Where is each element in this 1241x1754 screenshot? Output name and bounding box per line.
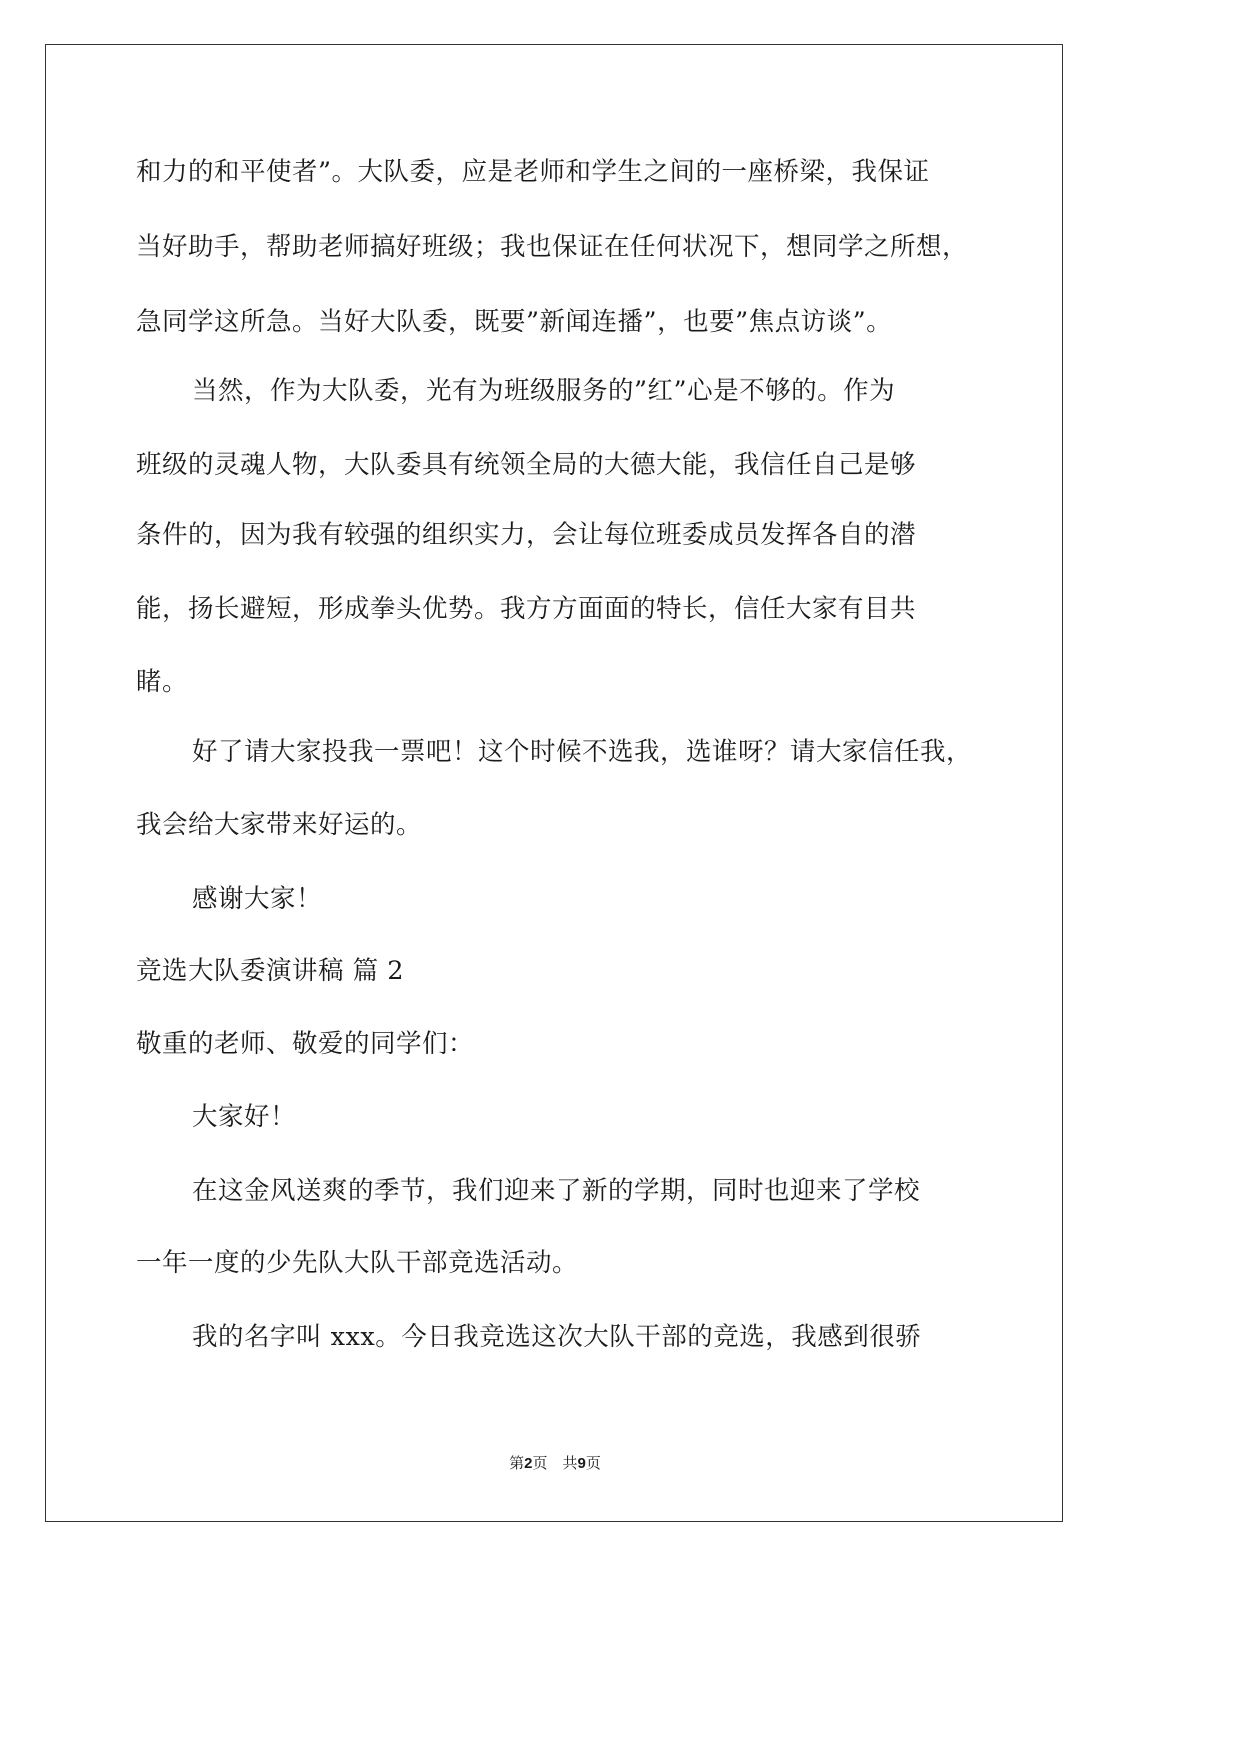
page-border — [45, 44, 1063, 1522]
text-line-6: 条件的，因为我有较强的组织实力，会让每位班委成员发挥各自的潜 — [136, 520, 917, 550]
text-line-9: 好了请大家投我一票吧！这个时候不选我，选谁呀？请大家信任我， — [192, 737, 973, 767]
text-line-8: 睹。 — [136, 667, 189, 697]
section-heading: 竞选大队委演讲稿 篇 2 — [136, 956, 404, 986]
text-line-2: 当好助手，帮助老师搞好班级；我也保证在任何状况下，想同学之所想， — [136, 232, 969, 262]
text-line-3: 急同学这所急。当好大队委，既要”新闻连播”，也要”焦点访谈”。 — [136, 307, 893, 337]
text-line-17: 我的名字叫 xxx。今日我竞选这次大队干部的竞选，我感到很骄 — [192, 1322, 922, 1352]
text-line-10: 我会给大家带来好运的。 — [136, 810, 423, 840]
page-prefix: 第 — [509, 1454, 525, 1472]
text-line-1: 和力的和平使者”。大队委，应是老师和学生之间的一座桥梁，我保证 — [136, 157, 930, 187]
text-line-5: 班级的灵魂人物，大队委具有统领全局的大德大能，我信任自己是够 — [136, 450, 917, 480]
text-line-7: 能，扬长避短，形成拳头优势。我方方面面的特长，信任大家有目共 — [136, 594, 917, 624]
greeting: 大家好！ — [192, 1102, 297, 1132]
text-line-4: 当然，作为大队委，光有为班级服务的”红”心是不够的。作为 — [192, 376, 896, 406]
page-suffix: 页 — [585, 1454, 601, 1472]
text-line-16: 一年一度的少先队大队干部竞选活动。 — [136, 1248, 579, 1278]
text-line-11: 感谢大家！ — [192, 884, 323, 914]
text-line-15: 在这金风送爽的季节，我们迎来了新的学期，同时也迎来了学校 — [192, 1176, 921, 1206]
page-number-footer — [0, 1453, 1110, 1474]
salutation: 敬重的老师、敬爱的同学们： — [136, 1029, 475, 1059]
total-page-number: 9 — [577, 1455, 586, 1472]
page-mid: 页 共 — [532, 1454, 578, 1472]
current-page-number: 2 — [524, 1455, 533, 1472]
